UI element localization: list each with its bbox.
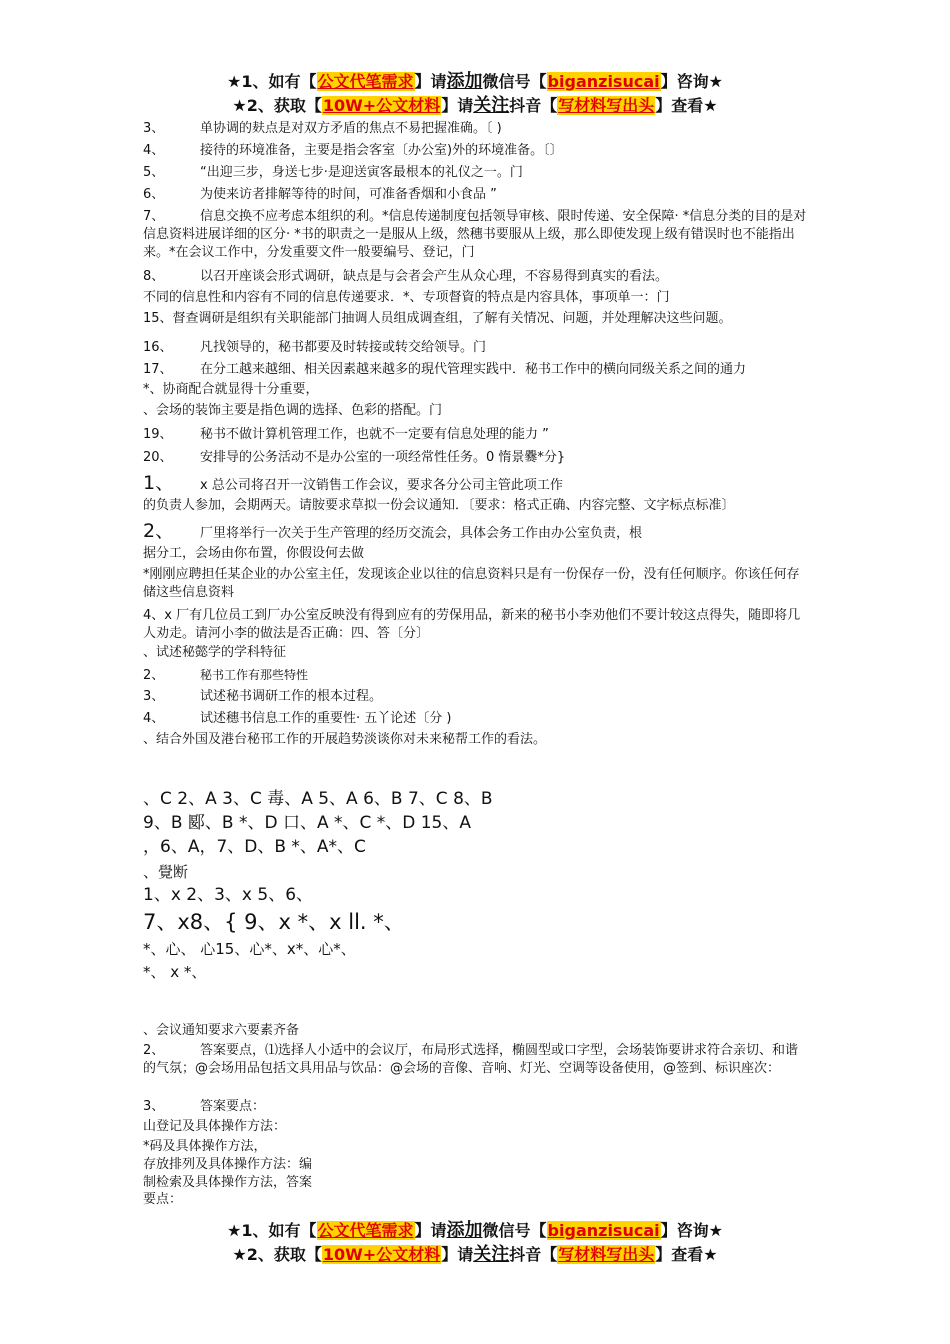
case-text: 厂里将举行一次关于生产管理的经历交流会，具体会务工作由办公室负责，根 [200, 526, 643, 541]
question-line [143, 381, 808, 399]
answer-line: *、心、 心15、心*、x*、心*、 [143, 940, 356, 958]
promo-text: 】咨询★ [660, 72, 723, 91]
question-line [143, 142, 808, 160]
question-line [143, 164, 808, 182]
outline-line [143, 1098, 808, 1116]
outline-line [143, 1174, 808, 1192]
answer-line: *、 x *、 [143, 963, 207, 981]
outline-text: 、会议通知要求六要素齐备 [143, 1023, 300, 1038]
case-line [143, 472, 808, 497]
case-line [143, 520, 808, 545]
essay-text: 、试述秘懿学的学科特征 [143, 645, 287, 660]
question-text: *、协商配合就显得十分重要， [143, 382, 319, 397]
promo-line-1 [0, 71, 950, 93]
promo-highlight: 公文代笔需求 [317, 1221, 414, 1240]
promo-emphasis: 关注 [473, 95, 510, 116]
outline-text: 要点： [143, 1192, 183, 1207]
question-number: 7、 [143, 209, 165, 224]
question-text: 15、督查调研是组织有关职能部门抽调人员组成调查组，了解有关情况、问题，并处理解决这些问题。 [143, 311, 732, 326]
answer-line: ，6、A，7、D、B *、A*、C [143, 837, 366, 857]
question-number: 5、 [143, 165, 165, 180]
outline-number: 2、 [143, 1043, 165, 1058]
answer-line: 9、B 郾、B *、D 口、A *、C *、D 15、A [143, 813, 472, 833]
essay-line [143, 710, 808, 728]
question-text: 不同的信息性和内容有不同的信息传递要求．*、专项督資的特点是内容具体，事项单一：门 [143, 290, 670, 305]
outline-line [143, 1138, 808, 1156]
question-line [143, 402, 808, 420]
case-number: 2、 [143, 520, 175, 542]
outline-text: 制检索及具体操作方法，答案 [143, 1175, 313, 1190]
promo-text: 】请 [441, 96, 474, 115]
essay-text: 秘书工作有那些特性 [200, 668, 309, 682]
question-text: 在分工越来越细、相关因素越来越多的現代管理实践中．秘书工作中的横向同级关系之间的通力 [200, 362, 747, 377]
question-line [143, 339, 808, 357]
question-number: 19、 [143, 427, 173, 442]
answer-line: 、覺断 [143, 863, 189, 881]
question-number: 4、 [143, 143, 165, 158]
question-number: 6、 [143, 187, 165, 202]
question-text: 为使来访者排解等待的时间，可准备香烟和小食品 ” [200, 187, 497, 202]
essay-text: 、结合外国及港台秘邗工作的开展趋势淡谈你对未来秘帮工作的看法。 [143, 732, 547, 747]
outline-text: 答案要点： [200, 1099, 266, 1114]
wechat-id: biganzisucai [547, 72, 660, 91]
promo-text: 微信号【 [482, 72, 547, 91]
outline-paragraph [143, 1042, 808, 1098]
promo-highlight: 10W+公文材料 [322, 96, 441, 115]
promo-line-2-bottom [0, 1244, 950, 1266]
case-line [143, 545, 808, 563]
promo-text: 】查看★ [655, 1245, 718, 1264]
promo-text: 抖音【 [509, 1245, 558, 1264]
promo-emphasis: 添加 [446, 1220, 483, 1241]
case-text: 4、x 厂有几位员工到厂办公室反映没有得到应有的劳保用品，新来的秘书小李劝他们不要计较这点得失，随即将几人劝走。请河小李的做法是否正确：四、答〔分〕 [143, 608, 801, 641]
question-number: 20、 [143, 450, 173, 465]
answer-line: 7、x8、{ 9、x *、x ll. *、 [143, 910, 405, 934]
question-number: 3、 [143, 121, 165, 136]
question-text: 秘书不做计算机管理工作，也就不一定要有信息处理的能力 ” [200, 427, 549, 442]
question-line [143, 426, 808, 444]
question-text: 接待的环境准备，主要是指会客室〔办公室)外的环境准备。〔〕 [200, 143, 563, 158]
case-number: 1、 [143, 472, 175, 494]
outline-text: 答案要点，⑴选择人小适中的会议厅，布局形式选择，椭圆型或口字型，会场装饰要讲求符合亲切、和谐的气氛；@会场用品包括文具用品与饮品：@会场的音像、音响、灯光、空调等设备使用，@签到、标识座次： [143, 1043, 799, 1076]
promo-highlight: 公文代笔需求 [317, 72, 414, 91]
wechat-id: biganzisucai [547, 1221, 660, 1240]
question-text: 凡找领导的，秘书都要及时转接或转交给领导。门 [200, 340, 487, 355]
promo-text: ★1、如有【 [227, 1221, 317, 1240]
question-number: 8、 [143, 269, 165, 284]
outline-number: 3、 [143, 1099, 165, 1114]
promo-text: 】请 [414, 1221, 447, 1240]
promo-line-2 [0, 95, 950, 117]
outline-line [143, 1191, 808, 1209]
case-text: 据分工，会场由你布置，你假设何去做 [143, 546, 365, 561]
douyin-account: 写材料写出头 [558, 1245, 655, 1264]
outline-text: 山登记及具体操作方法： [143, 1119, 287, 1134]
question-text: 单协调的麸点是对双方矛盾的焦点不易把握准确。〔 ) [200, 121, 502, 136]
question-line [143, 186, 808, 204]
essay-line [143, 688, 808, 706]
promo-emphasis: 添加 [446, 71, 483, 92]
essay-number: 4、 [143, 711, 165, 726]
case-text: 的负责人参加，会期两天。请胺要求草拟一份会议通知．〔要求：格式正确、内容完整、文字标点标准〕 [143, 498, 735, 513]
outline-text: 存放排列及具体操作方法：编 [143, 1157, 313, 1172]
question-line [143, 361, 808, 379]
question-line [143, 268, 808, 286]
case-paragraph [143, 566, 808, 604]
question-line [143, 120, 808, 138]
question-number: 16、 [143, 340, 173, 355]
question-number: 17、 [143, 362, 173, 377]
essay-line [143, 666, 808, 685]
case-line [143, 497, 808, 515]
promo-text: 】请 [414, 72, 447, 91]
essay-line [143, 731, 808, 749]
promo-text: ★2、获取【 [232, 1245, 322, 1264]
promo-text: ★1、如有【 [227, 72, 317, 91]
outline-line [143, 1118, 808, 1136]
promo-text: 】查看★ [655, 96, 718, 115]
question-paragraph [143, 208, 808, 266]
case-text: *刚刚应聘担任某企业的办公室主任，发现该企业以往的信息资料只是有一份保存一份，没有任何顺序。你该任何存储这些信息资料 [143, 567, 800, 600]
essay-text: 试述穗书信息工作的重要性· 五丫论述〔分 ) [200, 711, 452, 726]
question-text: 以召开座谈会形式调研，缺点是与会者会产生从众心理，不容易得到真实的看法。 [200, 269, 669, 284]
outline-text: *码及具体操作方法， [143, 1139, 267, 1154]
outline-line [143, 1156, 808, 1174]
question-text: 安排导的公务活动不是办公室的一项经常性任务。0 惰景爨*分} [200, 450, 566, 465]
promo-text: ★2、获取【 [232, 96, 322, 115]
essay-number: 2、 [143, 668, 165, 683]
case-text: x 总公司将召开一汶销售工作会议，要求各分公司主管此项工作 [200, 478, 563, 493]
promo-text: 抖音【 [509, 96, 558, 115]
promo-text: 】咨询★ [660, 1221, 723, 1240]
promo-line-1-bottom [0, 1220, 950, 1242]
essay-text: 试述秘书调研工作的根本过程。 [200, 689, 383, 704]
promo-highlight: 10W+公文材料 [322, 1245, 441, 1264]
essay-line [143, 644, 808, 662]
answer-line: 1、x 2、3、x 5、6、 [143, 885, 314, 905]
promo-text: 微信号【 [482, 1221, 547, 1240]
question-text: 信息交换不应考虑本组织的利。*信息传递制度包括领导审核、限时传递、安全保障· *信息分类的目的是对信息资料进展详细的区分· *书的职责之一是服从上级，然穗书要服从上级，那么即使发现上级有错误时也不能指出来。*在会议工作中，分发重要文件一般要编号、登记，门 [143, 209, 807, 260]
promo-emphasis: 关注 [473, 1244, 510, 1265]
outline-line [143, 1022, 808, 1040]
essay-number: 3、 [143, 689, 165, 704]
question-line [143, 449, 808, 467]
question-line [143, 289, 808, 307]
case-paragraph [143, 607, 808, 645]
answer-line: 、C 2、A 3、C 毒、A 5、A 6、B 7、C 8、B [143, 789, 493, 809]
question-line [143, 310, 808, 328]
douyin-account: 写材料写出头 [558, 96, 655, 115]
question-text: “出迎三步，身送七步·是迎送寅客最根本的礼仪之一。门 [200, 165, 523, 180]
promo-text: 】请 [441, 1245, 474, 1264]
question-text: 、会场的装饰主要是指色调的选择、色彩的搭配。门 [143, 403, 443, 418]
